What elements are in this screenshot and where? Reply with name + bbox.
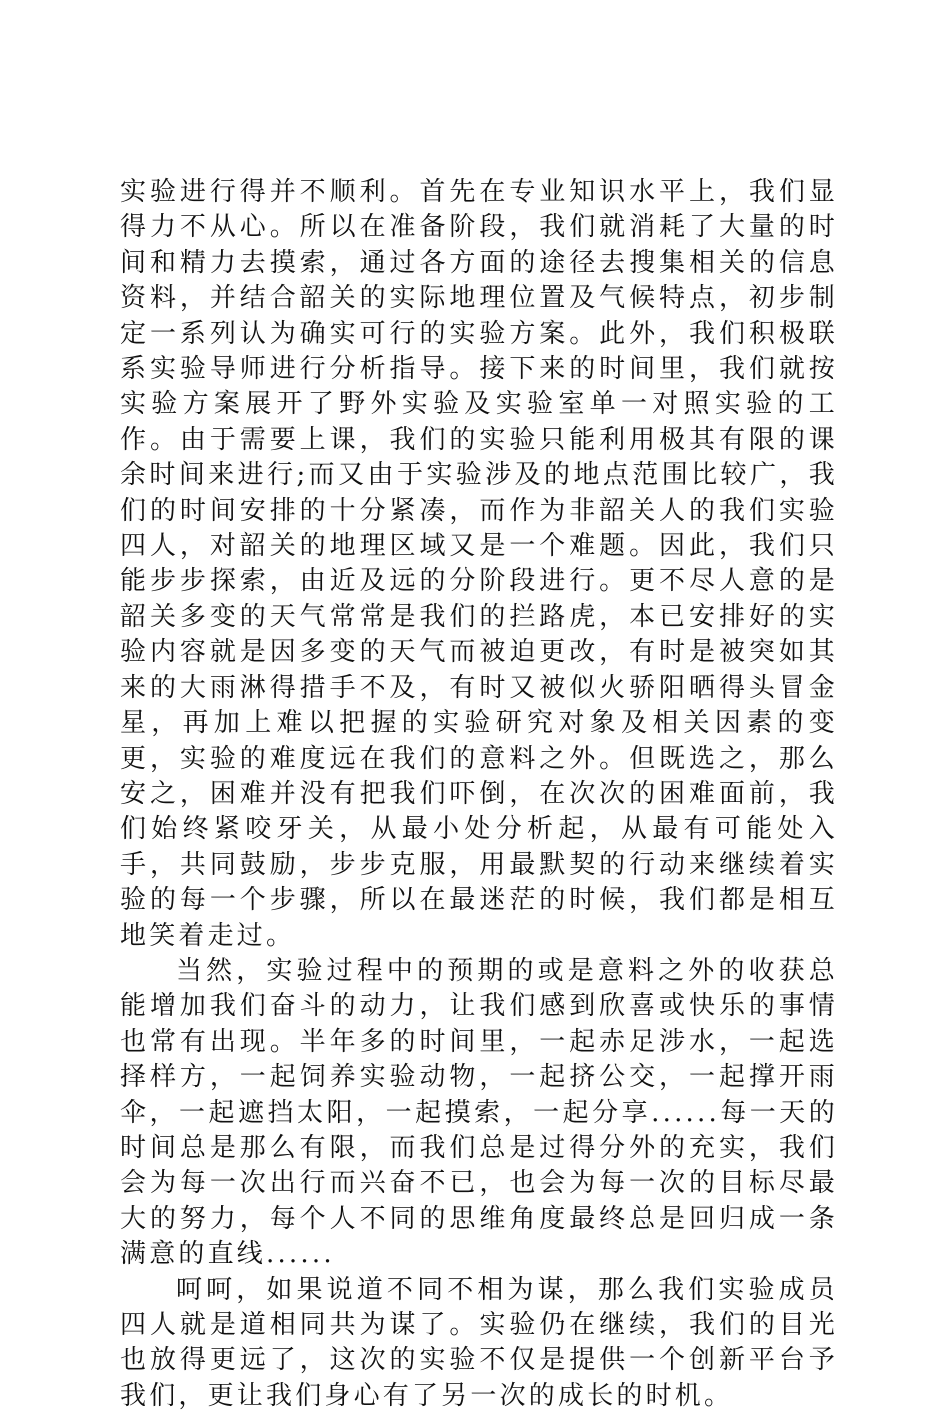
paragraph-2: 当然，实验过程中的预期的或是意料之外的收获总能增加我们奋斗的动力，让我们感到欣喜或快乐的事情也常有出现。半年多的时间里，一起赤足涉水，一起选择样方，一起饲养实验动物，一起挤公交，一起撑开雨伞，一起遮挡太阳，一起摸索，一起分享......每一天的时间总是那么有限，而我们总是过得分外的充实，我们会为每一次出行而兴奋不已，也会为每一次的目标尽最大的努力，每个人不同的思维角度最终总是回归成一条满意的直线...... (120, 955, 838, 1270)
paragraph-3: 呵呵，如果说道不同不相为谋，那么我们实验成员四人就是道相同共为谋了。实验仍在继续，我们的目光也放得更远了，这次的实验不仅是提供一个创新平台予我们，更让我们身心有了另一次的成长的时机。 (120, 1274, 838, 1411)
paragraph-1: 实验进行得并不顺利。首先在专业知识水平上，我们显得力不从心。所以在准备阶段，我们就消耗了大量的时间和精力去摸索，通过各方面的途径去搜集相关的信息资料，并结合韶关的实际地理位置及气候特点，初步制定一系列认为确实可行的实验方案。此外，我们积极联系实验导师进行分析指导。接下来的时间里，我们就按实验方案展开了野外实验及实验室单一对照实验的工作。由于需要上课，我们的实验只能利用极其有限的课余时间来进行;而又由于实验涉及的地点范围比较广，我们的时间安排的十分紧凑，而作为非韶关人的我们实验四人，对韶关的地理区域又是一个难题。因此，我们只能步步探索，由近及远的分阶段进行。更不尽人意的是韶关多变的天气常常是我们的拦路虎，本已安排好的实验内容就是因多变的天气而被迫更改，有时是被突如其来的大雨淋得措手不及，有时又被似火骄阳晒得头冒金星，再加上难以把握的实验研究对象及相关因素的变更，实验的难度远在我们的意料之外。但既选之，那么安之，困难并没有把我们吓倒，在次次的困难面前，我们始终紧咬牙关，从最小处分析起，从最有可能处入手，共同鼓励，步步克服，用最默契的行动来继续着实验的每一个步骤，所以在最迷茫的时候，我们都是相互地笑着走过。 (120, 177, 838, 951)
document-body (120, 175, 838, 1414)
